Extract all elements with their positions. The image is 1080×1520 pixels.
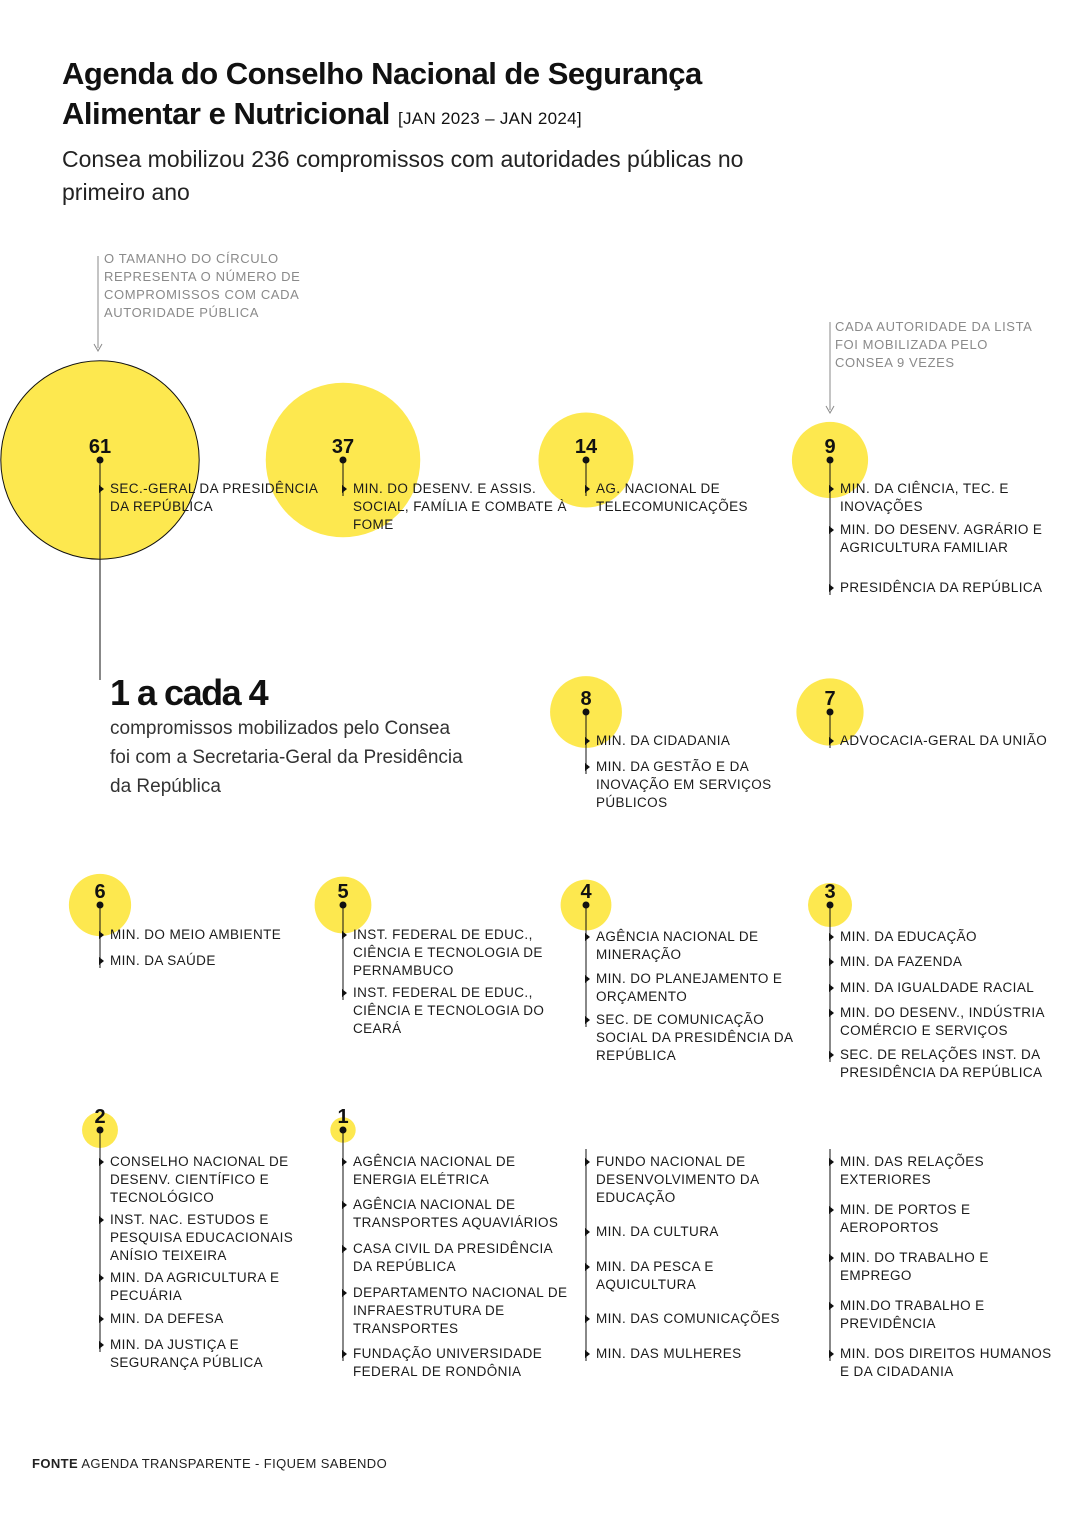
count-label-14: 14 bbox=[574, 436, 598, 458]
authority-item: MIN. DAS RELAÇÕES EXTERIORES bbox=[840, 1153, 1055, 1189]
count-label-3: 3 bbox=[824, 881, 836, 903]
title-line-2-wrap bbox=[62, 94, 822, 139]
authority-item: SEC. DE RELAÇÕES INST. DA PRESIDÊNCIA DA REPÚBLICA bbox=[840, 1046, 1055, 1082]
authority-item: FUNDO NACIONAL DE DESENVOLVIMENTO DA EDUCAÇÃO bbox=[596, 1153, 811, 1207]
authority-item: AG. NACIONAL DE TELECOMUNICAÇÕES bbox=[596, 480, 811, 516]
count-label-37: 37 bbox=[331, 436, 355, 458]
count-label-2: 2 bbox=[94, 1106, 106, 1128]
authority-item: MIN. DO DESENV. AGRÁRIO E AGRICULTURA FAMILIAR bbox=[840, 521, 1055, 557]
authority-item: AGÊNCIA NACIONAL DE MINERAÇÃO bbox=[596, 928, 811, 964]
authority-item: MIN. DA JUSTIÇA E SEGURANÇA PÚBLICA bbox=[110, 1336, 325, 1372]
count-label-1: 1 bbox=[337, 1106, 349, 1128]
circle-size-note: O TAMANHO DO CÍRCULO REPRESENTA O NÚMERO DE COMPROMISSOS COM CADA AUTORIDADE PÚBLICA bbox=[104, 251, 301, 320]
authority-item: DEPARTAMENTO NACIONAL DE INFRAESTRUTURA DE TRANSPORTES bbox=[353, 1285, 568, 1336]
title-line-2: Alimentar e Nutricional bbox=[62, 96, 390, 131]
source-credit bbox=[32, 1456, 387, 1471]
authority-item: SEC. DE COMUNICAÇÃO SOCIAL DA PRESIDÊNCIA DA REPÚBLICA bbox=[596, 1011, 811, 1065]
authority-item: MIN. DO MEIO AMBIENTE bbox=[110, 926, 325, 944]
count-label-7: 7 bbox=[824, 688, 836, 710]
title-line-1: Agenda do Conselho Nacional de Segurança bbox=[62, 56, 702, 91]
authority-item: MIN. DA DEFESA bbox=[110, 1310, 325, 1328]
authority-item: PRESIDÊNCIA DA REPÚBLICA bbox=[840, 579, 1055, 597]
authority-item: MIN. DOS DIREITOS HUMANOS E DA CIDADANIA bbox=[840, 1345, 1055, 1381]
authority-item: MIN. DO TRABALHO E EMPREGO bbox=[840, 1249, 1055, 1285]
authority-item: CONSELHO NACIONAL DE DESENV. CIENTÍFICO E TECNOLÓGICO bbox=[110, 1153, 325, 1207]
authority-item: MIN. DA SAÚDE bbox=[110, 952, 325, 970]
authority-item: MIN. DA CIDADANIA bbox=[596, 732, 811, 750]
count-label-9: 9 bbox=[824, 436, 836, 458]
authority-item: FUNDAÇÃO UNIVERSIDADE FEDERAL DE RONDÔNIA bbox=[353, 1345, 568, 1381]
callout-headline: 1 a cada 4 bbox=[110, 672, 268, 713]
count-label-6: 6 bbox=[94, 881, 106, 903]
authority-item: INST. FEDERAL DE EDUC., CIÊNCIA E TECNOLOGIA DE PERNAMBUCO bbox=[353, 926, 568, 980]
authority-item: AGÊNCIA NACIONAL DE TRANSPORTES AQUAVIÁRIOS bbox=[353, 1196, 568, 1232]
authority-item: MIN. DE PORTOS E AEROPORTOS bbox=[840, 1201, 1055, 1237]
authority-item: INST. FEDERAL DE EDUC., CIÊNCIA E TECNOLOGIA DO CEARÁ bbox=[353, 984, 568, 1038]
authority-item: MIN. DAS COMUNICAÇÕES bbox=[596, 1310, 811, 1328]
authority-item: SEC.-GERAL DA PRESIDÊNCIA DA REPÚBLICA bbox=[110, 480, 325, 516]
callout-text: compromissos mobilizados pelo Consea foi com a Secretaria-Geral da Presidência da República bbox=[110, 718, 463, 797]
count-label-4: 4 bbox=[580, 881, 592, 903]
authority-item: MIN. DA CULTURA bbox=[596, 1223, 811, 1241]
authority-item: MIN. DO DESENV. E ASSIS. SOCIAL, FAMÍLIA E COMBATE À FOME bbox=[353, 481, 567, 532]
count-label-5: 5 bbox=[337, 881, 349, 903]
source-text: AGENDA TRANSPARENTE - FIQUEM SABENDO bbox=[81, 1456, 388, 1471]
authority-item: MIN. DA IGUALDADE RACIAL bbox=[840, 979, 1055, 997]
authority-item: MIN. DO PLANEJAMENTO E ORÇAMENTO bbox=[596, 970, 811, 1006]
authority-item: MIN. DA GESTÃO E DA INOVAÇÃO EM SERVIÇOS PÚBLICOS bbox=[596, 758, 811, 812]
source-label: FONTE bbox=[32, 1456, 79, 1471]
authority-item: MIN. DA EDUCAÇÃO bbox=[840, 928, 1055, 946]
authority-item: MIN. DA FAZENDA bbox=[840, 953, 1055, 971]
authority-item: CASA CIVIL DA PRESIDÊNCIA DA REPÚBLICA bbox=[353, 1240, 568, 1276]
authority-item: MIN.DO TRABALHO E PREVIDÊNCIA bbox=[840, 1297, 1055, 1333]
authority-item: MIN. DA AGRICULTURA E PECUÁRIA bbox=[110, 1269, 325, 1305]
count-label-8: 8 bbox=[580, 688, 592, 710]
count-label-61: 61 bbox=[88, 436, 112, 458]
page-title bbox=[62, 54, 822, 139]
authority-item: INST. NAC. ESTUDOS E PESQUISA EDUCACIONAIS ANÍSIO TEIXEIRA bbox=[110, 1211, 325, 1265]
nine-times-note: CADA AUTORIDADE DA LISTA FOI MOBILIZADA PELO CONSEA 9 VEZES bbox=[835, 319, 1032, 370]
authority-item: MIN. DAS MULHERES bbox=[596, 1345, 811, 1363]
title-period: [JAN 2023 – JAN 2024] bbox=[397, 109, 582, 128]
authority-item: ADVOCACIA-GERAL DA UNIÃO bbox=[840, 732, 1055, 750]
authority-item: MIN. DA CIÊNCIA, TEC. E INOVAÇÕES bbox=[840, 480, 1055, 516]
authority-item: MIN. DO DESENV., INDÚSTRIA COMÉRCIO E SERVIÇOS bbox=[840, 1004, 1055, 1040]
page-subtitle: Consea mobilizou 236 compromissos com autoridades públicas no primeiro ano bbox=[62, 146, 744, 205]
authority-item: MIN. DA PESCA E AQUICULTURA bbox=[596, 1258, 811, 1294]
authority-item: AGÊNCIA NACIONAL DE ENERGIA ELÉTRICA bbox=[353, 1153, 568, 1189]
